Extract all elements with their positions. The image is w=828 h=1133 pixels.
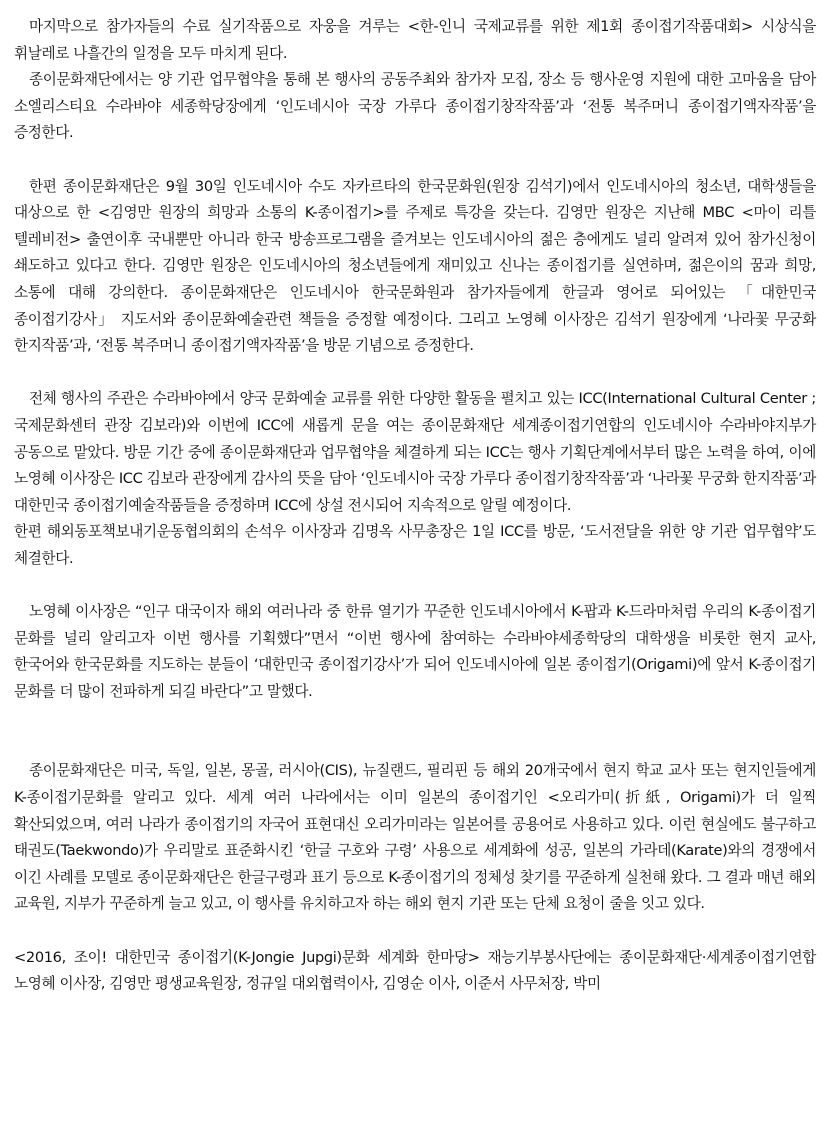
paragraph-globalization: 종이문화재단은 미국, 독일, 일본, 몽골, 러시아(CIS), 뉴질랜드, 필리핀 등 해외 20개국에서 현지 학교 교사 또는 현지인들에게 K-종이접기문화를 알리고 있다. 세계 여러 나라에서는 이미 일본의 종이접기인 <오리가미(折紙, Origami)가 더 일찍 확산되었으며, 여러 나라가 종이접기의 자국어 표현대신 오리가미라는 일본어를 공용어로 사용하고 있다. 이런 현실에도 불구하고 태권도(Taekwondo)가 우리말로 표준화시킨 ‘한글 구호와 구령’ 사용으로 세계화에 성공, 일본의 가라데(Karate)와의 경쟁에서 이긴 사례를 모델로 종이문화재단은 한글구령과 표기 등으로 K-종이접기의 정체성 찾기를 꾸준하게 실천해 왔다. 그 결과 매년 해외 교육원, 지부가 꾸준하게 늘고 있고, 이 행사를 유치하고자 하는 해외 현지 기관 또는 단체 요청이 줄을 잇고 있다. bbox=[14, 762, 816, 913]
paragraph-spacer bbox=[14, 360, 816, 387]
paragraph-spacer bbox=[14, 918, 816, 945]
paragraph-book-agreement: 한편 해외동포책보내기운동협의회의 손석우 이사장과 김명옥 사무총장은 1일 ICC를 방문, ‘도서전달을 위한 양 기관 업무협약’도 체결한다. bbox=[14, 523, 816, 567]
paragraph-gift-sejong-institute: 종이문화재단에서는 양 기관 업무협약을 통해 본 행사의 공동주최와 참가자 모집, 장소 등 행사운영 지원에 대한 고마움을 담아 소엘리스티요 수라바야 세종학당장에게 ‘인도네시아 국장 가루다 종이접기창작작품’과 ‘전통 복주머니 종이접기액자작품’을 증정한다. bbox=[14, 71, 816, 142]
paragraph-spacer bbox=[14, 705, 816, 758]
paragraph-organizer-icc: 전체 행사의 주관은 수라바야에서 양국 문화예술 교류를 위한 다양한 활동을 펼치고 있는 ICC(International Cultural Center ; 국제문화센터 관장 김보라)와 이번에 ICC에 새롭게 문을 여는 종이문화재단 세계종이접기연합의 인도네시아 수라바야지부가 공동으로 맡았다. 방문 기간 중에 종이문화재단과 업무협약을 체결하게 되는 ICC는 행사 기획단계에서부터 많은 노력을 하여, 이에 노영혜 이사장은 ICC 김보라 관장에게 감사의 뜻을 담아 ‘인도네시아 국장 가루다 종이접기창작작품’과 ‘나라꽃 무궁화 한지작품’과 대한민국 종이접기예술작품들을 증정하며 ICC에 상설 전시되어 지속적으로 알릴 예정이다. bbox=[14, 390, 816, 514]
paragraph-spacer bbox=[14, 572, 816, 599]
paragraph-special-lecture: 한편 종이문화재단은 9월 30일 인도네시아 수도 자카르타의 한국문화원(원장 김석기)에서 인도네시아의 청소년, 대학생들을 대상으로 한 <김영만 원장의 희망과 소통의 K-종이접기>를 주제로 특강을 갖는다. 김영만 원장은 지난해 MBC <마이 리틀 텔레비전> 출연이후 국내뿐만 아니라 한국 방송프로그램을 즐겨보는 인도네시아의 젊은 층에게도 널리 알려져 있어 참가신청이 쇄도하고 있다고 한다. 김영만 원장은 인도네시아의 청소년들에게 재미있고 신나는 종이접기를 실연하며, 젊은이의 꿈과 희망, 소통에 대해 강의한다. 종이문화재단은 인도네시아 한국문화원과 참가자들에게 한글과 영어로 되어있는 「대한민국 종이접기강사」 지도서와 종이문화예술관련 책들을 증정할 예정이다. 그리고 노영혜 이사장은 김석기 원장에게 ‘나라꽃 무궁화 한지작품’과, ‘전통 복주머니 종이접기액자작품’을 방문 기념으로 증정한다. bbox=[14, 177, 816, 355]
paragraph-closing-ceremony: 마지막으로 참가자들의 수료 실기작품으로 자웅을 겨루는 <한-인니 국제교류를 위한 제1회 종이접기작품대회> 시상식을 휘날레로 나흘간의 일정을 모두 마치게 된다. bbox=[14, 18, 816, 62]
paragraph-spacer bbox=[14, 147, 816, 174]
paragraph-chairwoman-quote: 노영혜 이사장은 “인구 대국이자 해외 여러나라 중 한류 열기가 꾸준한 인도네시아에서 K-팝과 K-드라마처럼 우리의 K-종이접기 문화를 널리 알리고자 이번 행사를 기획했다”면서 “이번 행사에 참여하는 수라바야세종학당의 대학생을 비롯한 현지 교사, 한국어와 한국문화를 지도하는 분들이 ‘대한민국 종이접기강사’가 되어 인도네시아에 일본 종이접기(Origami)에 앞서 K-종이접기 문화를 더 많이 전파하게 되길 바란다”고 말했다. bbox=[14, 603, 816, 700]
paragraph-volunteer-team: <2016, 조이! 대한민국 종이접기(K-Jongie Jupgi)문화 세계화 한마당> 재능기부봉사단에는 종이문화재단·세계종이접기연합 노영혜 이사장, 김영만 평생교육원장, 정규일 대외협력이사, 김영순 이사, 이준서 사무처장, 박미 bbox=[14, 948, 816, 993]
